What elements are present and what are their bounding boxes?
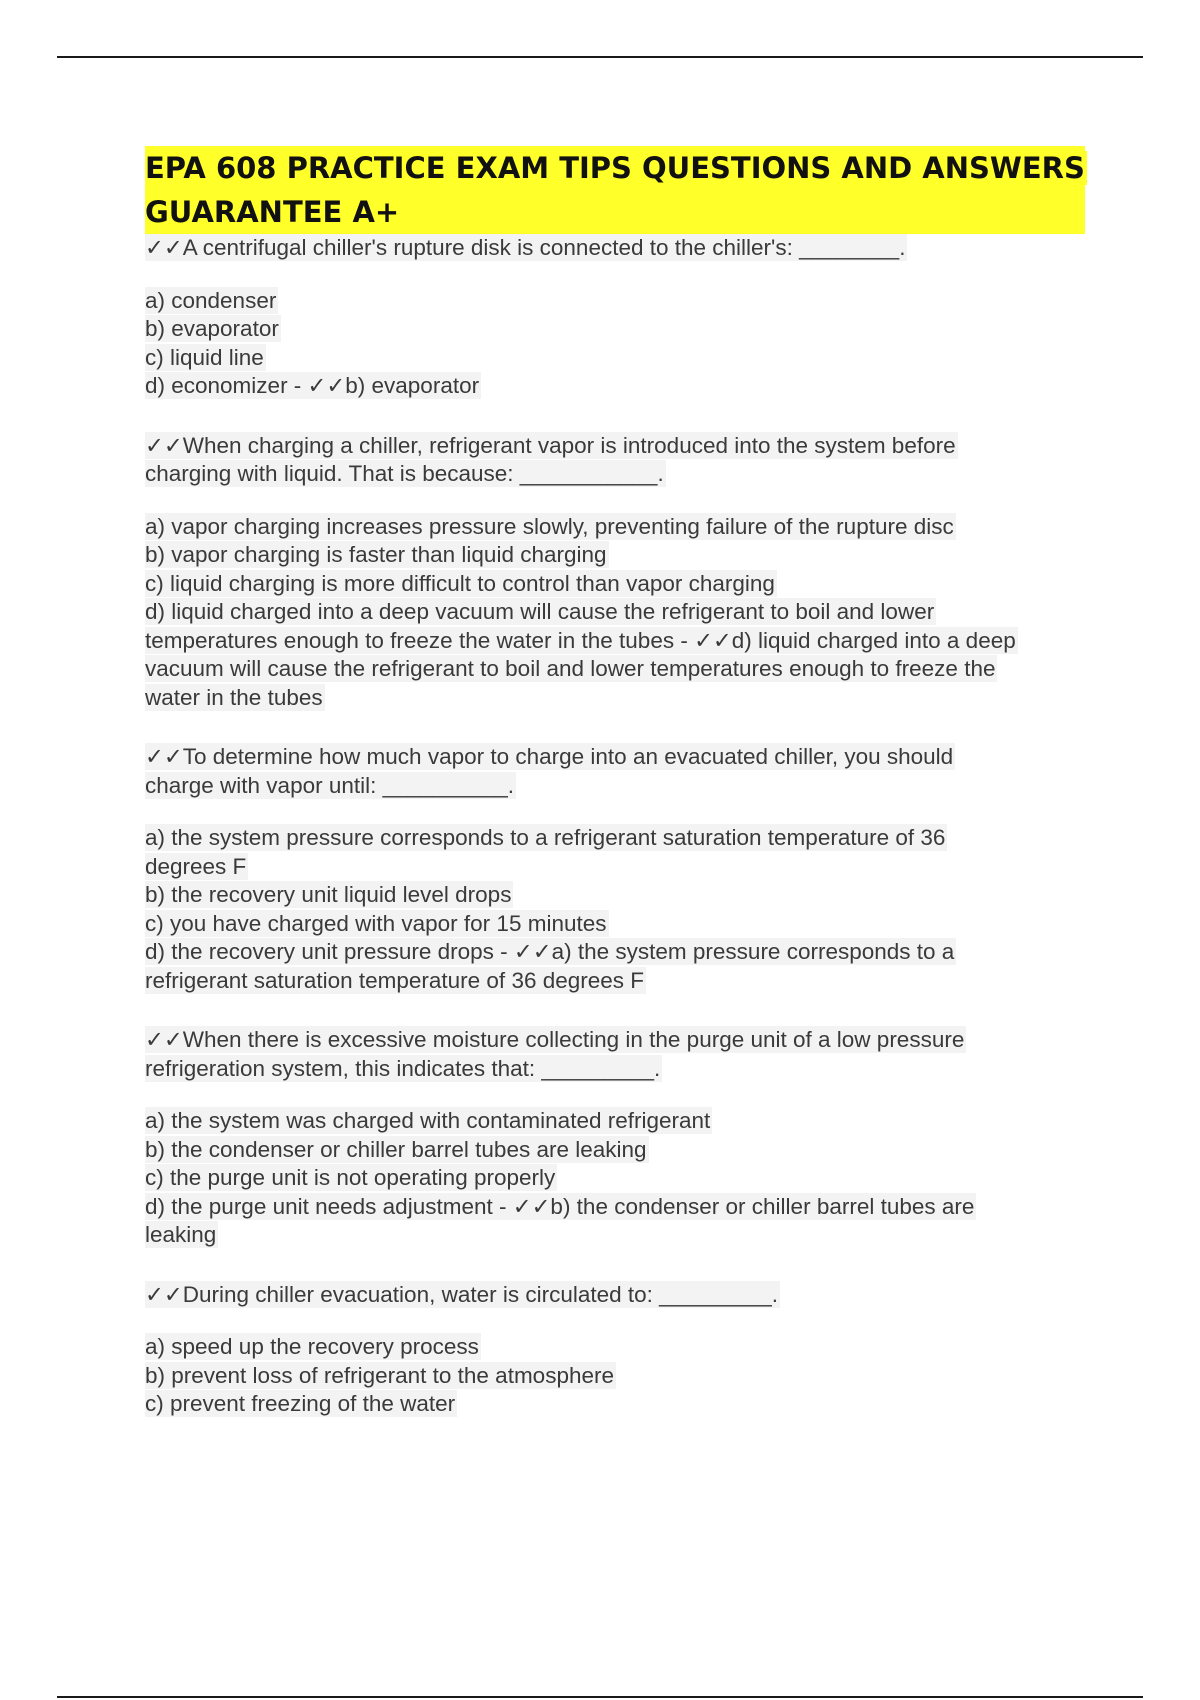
option-line-with-answer: vacuum will cause the refrigerant to boil and lower temperatures enough to freeze the: [145, 656, 996, 681]
answer-options: [145, 824, 1085, 995]
question-text: [145, 234, 1085, 263]
answer-options: [145, 513, 1085, 713]
option-line: c) liquid charging is more difficult to control than vapor charging: [145, 570, 775, 596]
option-line: degrees F: [145, 853, 247, 879]
question-text: [145, 743, 1085, 800]
question-line: refrigeration system, this indicates that: _________.: [145, 1055, 661, 1081]
question-text: [145, 1026, 1085, 1083]
question-block-2: [145, 432, 1085, 713]
option-line: b) vapor charging is faster than liquid charging: [145, 542, 607, 567]
option-line-with-answer: water in the tubes: [145, 684, 323, 710]
answer-options: [145, 1107, 1085, 1250]
option-line: b) prevent loss of refrigerant to the atmosphere: [145, 1362, 614, 1388]
question-line: charge with vapor until: __________.: [145, 772, 515, 798]
document-body: [145, 146, 1085, 1419]
answer-options: [145, 287, 1085, 401]
option-line: c) prevent freezing of the water: [145, 1391, 456, 1416]
question-line: ✓✓When charging a chiller, refrigerant vapor is introduced into the system before: [145, 432, 956, 458]
option-line-with-answer: leaking: [145, 1222, 217, 1247]
document-title-line-1: EPA 608 PRACTICE EXAM TIPS QUESTIONS AND ANSWERS: [145, 151, 1085, 185]
option-line-with-answer: d) economizer - ✓✓b) evaporator: [145, 373, 480, 398]
option-line: a) vapor charging increases pressure slowly, preventing failure of the rupture disc: [145, 513, 954, 539]
question-line: ✓✓A centrifugal chiller's rupture disk is connected to the chiller's: ________.: [145, 235, 906, 260]
option-line: c) the purge unit is not operating properly: [145, 1165, 556, 1190]
option-line: a) speed up the recovery process: [145, 1334, 479, 1359]
answer-options: [145, 1333, 1085, 1419]
option-line: d) liquid charged into a deep vacuum will cause the refrigerant to boil and lower: [145, 599, 935, 624]
question-line: ✓✓When there is excessive moisture collecting in the purge unit of a low pressure: [145, 1027, 965, 1052]
question-block-5: [145, 1281, 1085, 1419]
question-block-4: [145, 1026, 1085, 1250]
question-text: [145, 1281, 1085, 1310]
option-line: a) the system pressure corresponds to a refrigerant saturation temperature of 36: [145, 825, 946, 850]
option-line: a) the system was charged with contaminated refrigerant: [145, 1108, 711, 1133]
page-bottom-rule: [57, 1696, 1143, 1698]
question-block-1: [145, 234, 1085, 401]
question-line: charging with liquid. That is because: ___________.: [145, 461, 664, 486]
option-line: a) condenser: [145, 287, 277, 313]
option-line: b) the condenser or chiller barrel tubes are leaking: [145, 1136, 647, 1162]
document-title-line-2: GUARANTEE A+: [145, 195, 400, 229]
option-line: b) the recovery unit liquid level drops: [145, 882, 512, 907]
option-line-with-answer: d) the recovery unit pressure drops - ✓✓a) the system pressure corresponds to a: [145, 939, 955, 964]
option-line: b) evaporator: [145, 316, 279, 341]
option-line-with-answer: temperatures enough to freeze the water in the tubes - ✓✓d) liquid charged into a deep: [145, 627, 1016, 653]
option-line-with-answer: refrigerant saturation temperature of 36 degrees F: [145, 967, 645, 993]
question-block-3: [145, 743, 1085, 995]
option-line-with-answer: d) the purge unit needs adjustment - ✓✓b) the condenser or chiller barrel tubes are: [145, 1193, 975, 1219]
question-line: ✓✓During chiller evacuation, water is circulated to: _________.: [145, 1281, 779, 1307]
question-text: [145, 432, 1085, 489]
option-line: c) liquid line: [145, 344, 264, 370]
document-title: [145, 146, 1085, 234]
page-top-rule: [57, 56, 1143, 58]
option-line: c) you have charged with vapor for 15 minutes: [145, 910, 607, 936]
question-line: ✓✓To determine how much vapor to charge into an evacuated chiller, you should: [145, 744, 954, 769]
